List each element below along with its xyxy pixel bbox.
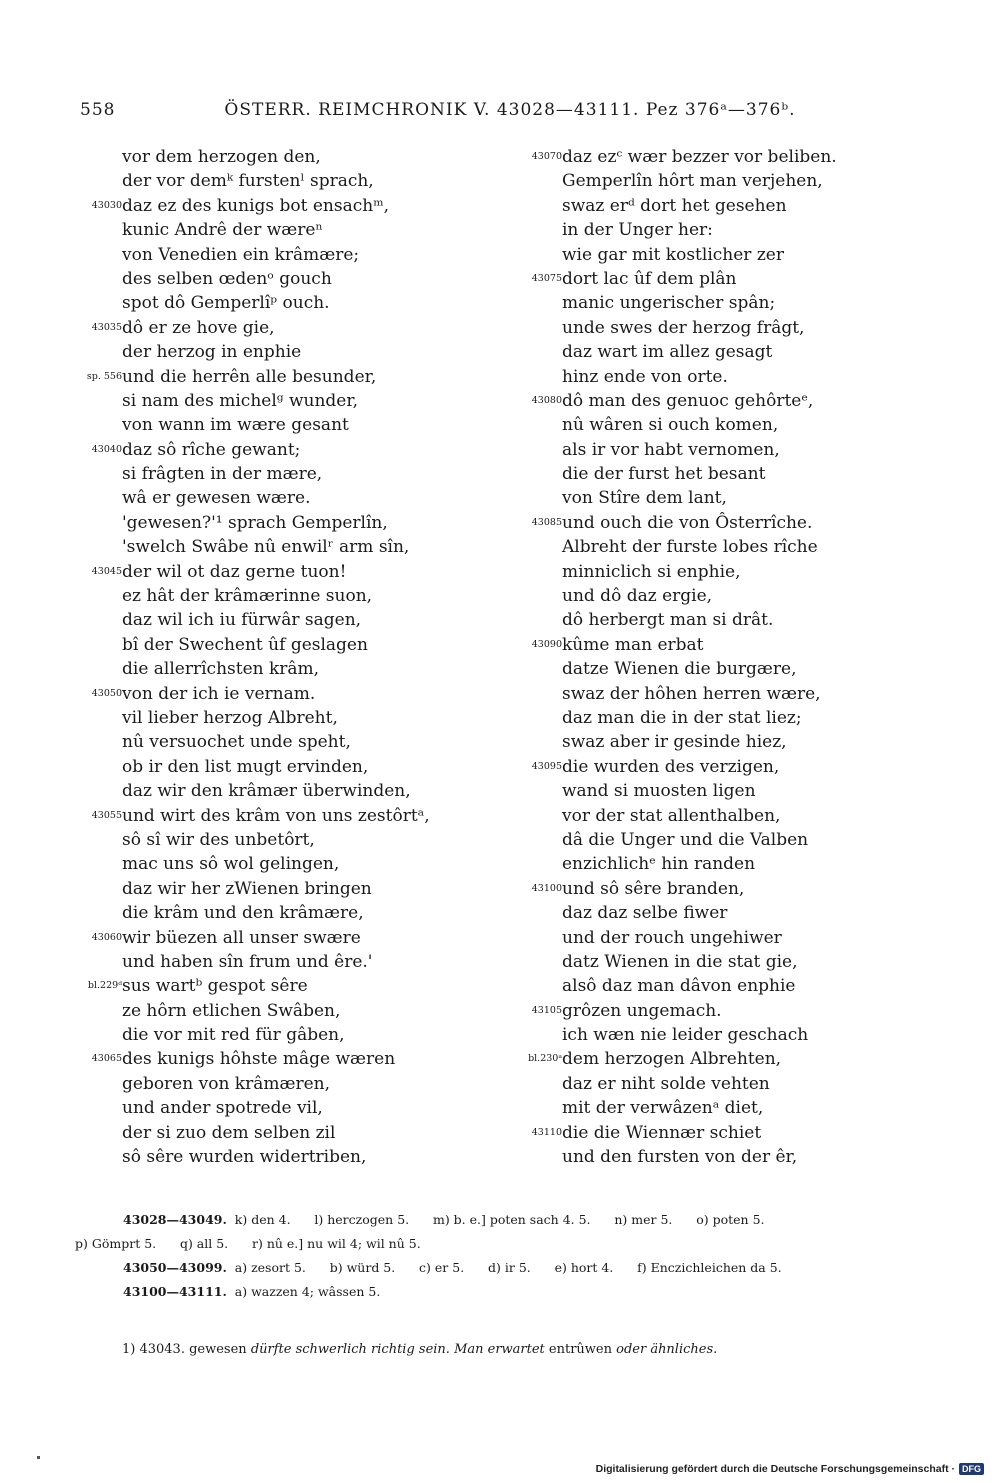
- verse-text: daz wart im allez gesagt: [562, 342, 773, 363]
- verse-line: [70, 852, 490, 876]
- verse-line: [510, 999, 930, 1023]
- line-number: 43040: [91, 443, 122, 455]
- verse-line: [510, 706, 930, 730]
- critical-apparatus: [75, 1208, 935, 1304]
- verse-line: [70, 608, 490, 632]
- verse-text: minniclich si enphie,: [562, 561, 741, 582]
- verse-line: [70, 682, 490, 706]
- verse-text: und der rouch ungehiwer: [562, 927, 782, 948]
- verse-line: [70, 633, 490, 657]
- verse-text: dô man des genuoc gehôrteᵉ,: [562, 390, 814, 411]
- verse-line: [70, 926, 490, 950]
- verse-text: des kunigs hôhste mâge wæren: [122, 1049, 396, 1070]
- verse-line: [70, 267, 490, 291]
- commentary-note: [122, 1342, 982, 1357]
- verse-line: [70, 584, 490, 608]
- verse-line: [70, 462, 490, 486]
- verse-text: Albreht der furste lobes rîche: [562, 537, 818, 558]
- verse-line: [510, 926, 930, 950]
- line-number: 43055: [91, 809, 122, 821]
- footnote-text: k) den 4. l) herczogen 5. m) b. e.] poten sach 4. 5. n) mer 5. o) poten 5.: [226, 1212, 765, 1227]
- footnote-text: a) wazzen 4; wâssen 5.: [226, 1284, 381, 1299]
- line-number: 43050: [91, 687, 122, 699]
- verse-text: sô sêre wurden widertriben,: [122, 1147, 367, 1168]
- verse-line: [510, 486, 930, 510]
- verse-line: [510, 730, 930, 754]
- verse-line: [70, 974, 490, 998]
- verse-text: si frâgten in der mære,: [122, 464, 323, 485]
- verse-line: [510, 657, 930, 681]
- right-verse-column: [510, 145, 930, 1169]
- verse-text: datz Wienen in die stat gie,: [562, 951, 798, 972]
- verse-line: [70, 560, 490, 584]
- verse-text: wand si muosten ligen: [562, 781, 756, 802]
- line-number: 43035: [91, 321, 122, 333]
- scan-speck: [37, 1456, 40, 1459]
- line-number: 43075: [531, 272, 562, 284]
- verse-text: dâ die Unger und die Valben: [562, 829, 809, 850]
- verse-line: [70, 486, 490, 510]
- verse-line: [510, 462, 930, 486]
- footnote-line: [75, 1232, 935, 1256]
- verse-line: [510, 1072, 930, 1096]
- verse-line: [510, 974, 930, 998]
- verse-text: und ouch die von Ôsterrîche.: [562, 512, 813, 533]
- verse-line: [510, 511, 930, 535]
- verse-text: als ir vor habt vernomen,: [562, 439, 780, 460]
- verse-text: die allerrîchsten krâm,: [122, 659, 320, 680]
- verse-line: [70, 1121, 490, 1145]
- verse-text: in der Unger her:: [562, 220, 713, 241]
- verse-line: [70, 291, 490, 315]
- verse-text: dem herzogen Albrehten,: [562, 1049, 782, 1070]
- footnote-range: 43100—43111.: [123, 1284, 227, 1299]
- verse-line: [70, 804, 490, 828]
- verse-line: [510, 828, 930, 852]
- verse-text: kûme man erbat: [562, 634, 704, 655]
- verse-text: von der ich ie vernam.: [122, 683, 316, 704]
- verse-line: [510, 608, 930, 632]
- verse-text: daz wir den krâmær überwinden,: [122, 781, 411, 802]
- verse-text: und die herrên alle besunder,: [122, 366, 377, 387]
- verse-text: daz ezᶜ wær bezzer vor beliben.: [562, 147, 837, 167]
- verse-text: geboren von krâmæren,: [122, 1073, 330, 1094]
- verse-line: [70, 438, 490, 462]
- verse-text: manic ungerischer spân;: [562, 293, 776, 314]
- note-middle: entrûwen: [544, 1342, 617, 1357]
- verse-text: ez hât der krâmærinne suon,: [122, 586, 373, 607]
- verse-text: enzichlichᵉ hin randen: [562, 854, 756, 875]
- verse-text: die die Wiennær schiet: [562, 1122, 762, 1143]
- verse-line: [70, 730, 490, 754]
- verse-line: [510, 877, 930, 901]
- note-italic: dürfte schwerlich richtig sein. Man erwartet: [250, 1342, 545, 1357]
- left-verse-column: [70, 145, 490, 1169]
- verse-text: vor dem herzogen den,: [122, 147, 321, 167]
- verse-line: [70, 145, 490, 169]
- verse-text: von wann im wære gesant: [122, 415, 349, 436]
- verse-text: swaz der hôhen herren wære,: [562, 683, 821, 704]
- line-number: 43060: [91, 931, 122, 943]
- line-number: 43030: [91, 199, 122, 211]
- verse-text: dô er ze hove gie,: [122, 317, 275, 338]
- verse-line: [70, 169, 490, 193]
- verse-text: ze hôrn etlichen Swâben,: [122, 1000, 341, 1021]
- verse-line: [70, 1072, 490, 1096]
- verse-text: und haben sîn frum und êre.': [122, 951, 373, 972]
- verse-line: [70, 1096, 490, 1120]
- verse-line: [510, 169, 930, 193]
- verse-line: [70, 657, 490, 681]
- verse-text: von Venedien ein krâmære;: [122, 244, 360, 265]
- verse-line: [70, 194, 490, 218]
- verse-line: [510, 560, 930, 584]
- verse-text: wir büezen all unser swære: [122, 927, 361, 948]
- verse-text: daz sô rîche gewant;: [122, 439, 301, 460]
- verse-line: [510, 901, 930, 925]
- verse-line: [70, 243, 490, 267]
- verse-text: sô sî wir des unbetôrt,: [122, 829, 315, 850]
- verse-text: die krâm und den krâmære,: [122, 903, 364, 924]
- line-number: 43085: [531, 516, 562, 528]
- verse-line: [510, 852, 930, 876]
- verse-line: [510, 389, 930, 413]
- note-italic-end: oder ähnliches.: [616, 1342, 718, 1357]
- verse-text: daz er niht solde vehten: [562, 1073, 770, 1094]
- verse-text: ob ir den list mugt ervinden,: [122, 756, 369, 777]
- verse-text: wie gar mit kostlicher zer: [562, 244, 784, 265]
- running-title: ÖSTERR. REIMCHRONIK V. 43028—43111. Pez 376ᵃ—376ᵇ.: [224, 100, 796, 120]
- verse-text: die wurden des verzigen,: [562, 756, 780, 777]
- footnote-text: p) Gömprt 5. q) all 5. r) nû e.] nu wil 4; wil nû 5.: [75, 1236, 421, 1251]
- verse-text: hinz ende von orte.: [562, 366, 728, 387]
- verse-text: datze Wienen die burgære,: [562, 659, 797, 680]
- verse-line: [70, 413, 490, 437]
- verse-line: [70, 999, 490, 1023]
- verse-line: [510, 755, 930, 779]
- verse-line: [70, 1047, 490, 1071]
- verse-line: [510, 804, 930, 828]
- line-number: sp. 556: [86, 370, 122, 382]
- verse-text: kunic Andrê der wæreⁿ: [122, 220, 323, 241]
- verse-line: [510, 145, 930, 169]
- verse-text: wâ er gewesen wære.: [122, 488, 311, 509]
- verse-text: unde swes der herzog frâgt,: [562, 317, 805, 338]
- verse-line: [70, 901, 490, 925]
- verse-text: grôzen ungemach.: [562, 1000, 722, 1021]
- verse-text: der wil ot daz gerne tuon!: [122, 561, 347, 582]
- footnote-line: [75, 1256, 935, 1280]
- verse-text: 'gewesen?'¹ sprach Gemperlîn,: [122, 512, 388, 533]
- page-header: [80, 100, 940, 128]
- verse-text: daz wir her zWienen bringen: [122, 878, 372, 899]
- verse-line: [70, 340, 490, 364]
- verse-line: [510, 291, 930, 315]
- verse-text: mit der verwâzenᵃ diet,: [562, 1098, 764, 1119]
- verse-text: nû versuochet unde speht,: [122, 732, 351, 753]
- verse-text: und sô sêre branden,: [562, 878, 745, 899]
- verse-line: [510, 535, 930, 559]
- verse-line: [510, 316, 930, 340]
- verse-line: [510, 267, 930, 291]
- line-number: 43110: [531, 1126, 562, 1138]
- verse-line: [510, 1121, 930, 1145]
- verse-text: ich wæn nie leider geschach: [562, 1025, 809, 1046]
- verse-text: und ander spotrede vil,: [122, 1098, 323, 1119]
- verse-text: dort lac ûf dem plân: [562, 268, 737, 289]
- verse-text: die der furst het besant: [562, 464, 766, 485]
- line-number: 43100: [531, 882, 562, 894]
- verse-line: [70, 877, 490, 901]
- footnote-range: 43050—43099.: [123, 1260, 227, 1275]
- line-number: bl.230ᵃ: [528, 1053, 562, 1065]
- verse-text: vil lieber herzog Albreht,: [122, 707, 338, 728]
- verse-text: dô herbergt man si drât.: [562, 610, 774, 631]
- footnote-line: [75, 1208, 935, 1232]
- verse-line: [70, 706, 490, 730]
- verse-line: [70, 316, 490, 340]
- verse-text: von Stîre dem lant,: [562, 488, 727, 509]
- verse-line: [70, 535, 490, 559]
- verse-text: daz wil ich iu fürwâr sagen,: [122, 610, 362, 631]
- verse-text: daz man die in der stat liez;: [562, 707, 802, 728]
- verse-line: [510, 438, 930, 462]
- verse-line: [510, 682, 930, 706]
- verse-line: [510, 1047, 930, 1071]
- verse-line: [70, 779, 490, 803]
- verse-text: die vor mit red für gâben,: [122, 1025, 345, 1046]
- dfg-logo: DFG: [959, 1463, 984, 1475]
- verse-line: [510, 413, 930, 437]
- verse-line: [510, 218, 930, 242]
- line-number: 43090: [531, 638, 562, 650]
- footnote-line: [75, 1280, 935, 1304]
- verse-line: [70, 365, 490, 389]
- verse-line: [510, 584, 930, 608]
- line-number: bl.229ᵈ: [87, 980, 122, 992]
- line-number: 43070: [531, 151, 562, 162]
- verse-text: swaz erᵈ dort het gesehen: [562, 195, 787, 216]
- verse-line: [510, 194, 930, 218]
- verse-text: und dô daz ergie,: [562, 586, 713, 607]
- footnote-range: 43028—43049.: [123, 1212, 227, 1227]
- digitization-footer: [596, 1461, 984, 1477]
- verse-text: alsô daz man dâvon enphie: [562, 976, 796, 997]
- verse-line: [510, 365, 930, 389]
- verse-line: [510, 1096, 930, 1120]
- verse-line: [510, 1145, 930, 1169]
- verse-text: vor der stat allenthalben,: [562, 805, 781, 826]
- verse-text: sus wartᵇ gespot sêre: [122, 976, 308, 997]
- verse-text: si nam des michelᵍ wunder,: [122, 390, 359, 411]
- verse-line: [70, 950, 490, 974]
- page-number: 558: [80, 100, 116, 120]
- verse-text: des selben œdenᵒ gouch: [122, 268, 332, 289]
- verse-line: [510, 950, 930, 974]
- verse-text: daz daz selbe fiwer: [562, 903, 728, 924]
- verse-line: [70, 1145, 490, 1169]
- verse-line: [510, 1023, 930, 1047]
- verse-line: [510, 633, 930, 657]
- verse-line: [70, 828, 490, 852]
- footnote-text: a) zesort 5. b) würd 5. c) er 5. d) ir 5. e) hort 4. f) Enczichleichen da 5.: [226, 1260, 782, 1275]
- verse-text: Gemperlîn hôrt man verjehen,: [562, 171, 823, 192]
- verse-line: [510, 340, 930, 364]
- verse-text: der vor demᵏ furstenˡ sprach,: [122, 171, 374, 192]
- verse-line: [70, 511, 490, 535]
- verse-line: [70, 1023, 490, 1047]
- verse-text: und den fursten von der êr,: [562, 1147, 798, 1168]
- verse-text: der si zuo dem selben zil: [122, 1122, 336, 1143]
- verse-text: der herzog in enphie: [122, 342, 302, 363]
- note-prefix: 1) 43043. gewesen: [122, 1342, 251, 1357]
- verse-text: swaz aber ir gesinde hiez,: [562, 732, 787, 753]
- verse-text: bî der Swechent ûf geslagen: [122, 634, 368, 655]
- verse-line: [510, 779, 930, 803]
- verse-text: und wirt des krâm von uns zestôrtᵃ,: [122, 805, 430, 826]
- verse-text: spot dô Gemperlîᵖ ouch.: [122, 293, 330, 314]
- verse-line: [70, 389, 490, 413]
- line-number: 43080: [531, 394, 562, 406]
- line-number: 43045: [91, 565, 122, 577]
- verse-line: [70, 218, 490, 242]
- verse-text: daz ez des kunigs bot ensachᵐ,: [122, 195, 390, 216]
- line-number: 43095: [531, 760, 562, 772]
- verse-line: [510, 243, 930, 267]
- verse-text: 'swelch Swâbe nû enwilʳ arm sîn,: [122, 537, 410, 558]
- verse-line: [70, 755, 490, 779]
- line-number: 43065: [91, 1053, 122, 1065]
- verse-text: nû wâren si ouch komen,: [562, 415, 779, 436]
- verse-text: mac uns sô wol gelingen,: [122, 854, 340, 875]
- line-number: 43105: [531, 1004, 562, 1016]
- footer-text: Digitalisierung gefördert durch die Deutsche Forschungsgemeinschaft ·: [595, 1463, 955, 1475]
